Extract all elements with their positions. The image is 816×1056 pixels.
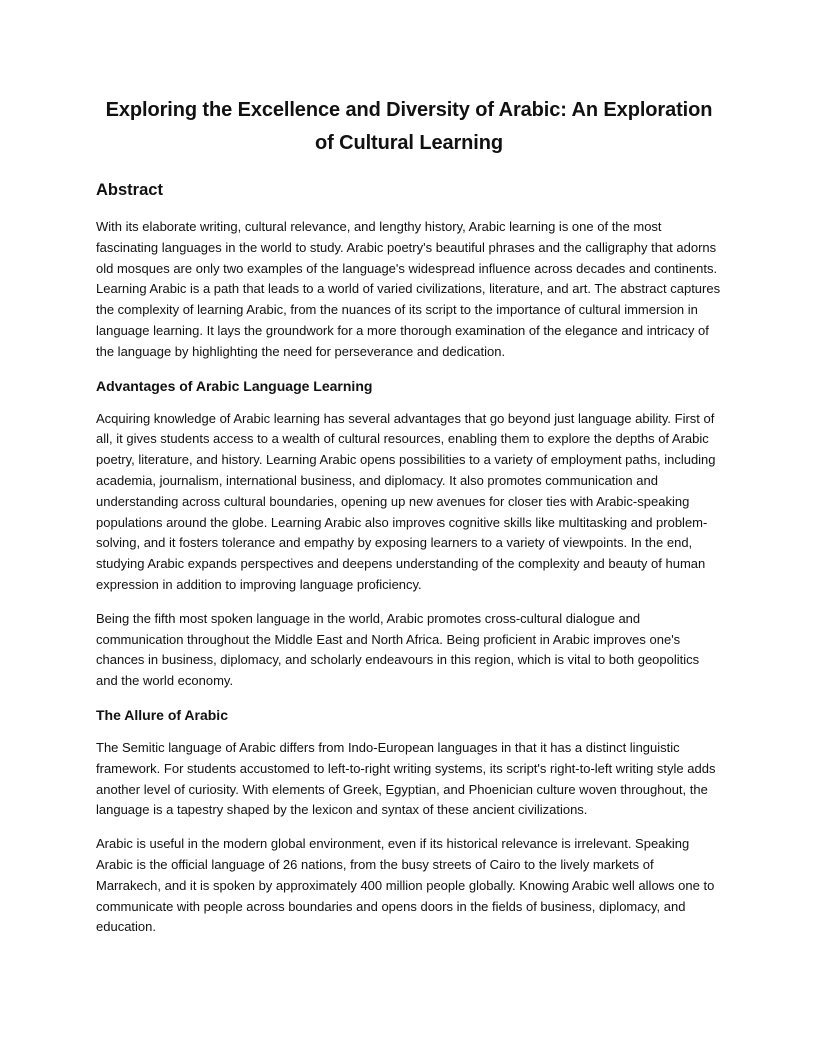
advantages-paragraph-1: Acquiring knowledge of Arabic learning has several advantages that go beyond just language ability. First of all, it gives students access to a wealth of cultural resources, enabling them to explore the depths of Arabic poetry, literature, and history. Learning Arabic opens possibilities to a variety of employment paths, including academia, journalism, international business, and diplomacy. It also promotes communication and understanding across cultural boundaries, opening up new avenues for closer ties with Arabic-speaking populations around the globe. Learning Arabic also improves cognitive skills like multitasking and problem-solving, and it fosters tolerance and empathy by exposing learners to a variety of viewpoints. In the end, studying Arabic expands perspectives and deepens understanding of the complexity and beauty of human expression in addition to improving language proficiency. bbox=[96, 410, 716, 592]
document-page bbox=[96, 94, 722, 951]
allure-paragraph-1: The Semitic language of Arabic differs from Indo-European languages in that it has a distinct linguistic framework. For students accustomed to left-to-right writing systems, its script's right-to-left writing style adds another level of curiosity. With elements of Greek, Egyptian, and Phoenician culture woven throughout, the language is a tapestry shaped by the lexicon and syntax of these ancient civilizations. bbox=[96, 739, 716, 818]
allure-heading: The Allure of Arabic bbox=[96, 706, 228, 723]
allure-paragraph-2: Arabic is useful in the modern global environment, even if its historical relevance is irrelevant. Speaking Arabic is the official language of 26 nations, from the busy streets of Cairo to the lively markets of Marrakech, and it is spoken by approximately 400 million people globally. Knowing Arabic well allows one to communicate with people across boundaries and opens doors in the fields of business, diplomacy, and education. bbox=[96, 836, 715, 935]
advantages-heading: Advantages of Arabic Language Learning bbox=[96, 377, 373, 394]
document-title: Exploring the Excellence and Diversity of Arabic: An Exploration of Cultural Learning bbox=[105, 99, 713, 154]
advantages-paragraph-2: Being the fifth most spoken language in the world, Arabic promotes cross-cultural dialogue and communication throughout the Middle East and North Africa. Being proficient in Arabic improves one's chances in business, diplomacy, and scholarly endeavours in this region, which is vital to both geopolitics and the world economy. bbox=[96, 610, 700, 689]
abstract-heading: Abstract bbox=[96, 181, 163, 199]
abstract-paragraph: With its elaborate writing, cultural relevance, and lengthy history, Arabic learning is one of the most fascinating languages in the world to study. Arabic poetry's beautiful phrases and the calligraphy that adorns old mosques are only two examples of the language's widespread influence across decades and continents. Learning Arabic is a path that leads to a world of varied civilizations, literature, and art. The abstract captures the complexity of learning Arabic, from the nuances of its script to the importance of cultural immersion in language learning. It lays the groundwork for a more thorough examination of the elegance and intricacy of the language by highlighting the need for perseverance and dedication. bbox=[96, 219, 721, 359]
